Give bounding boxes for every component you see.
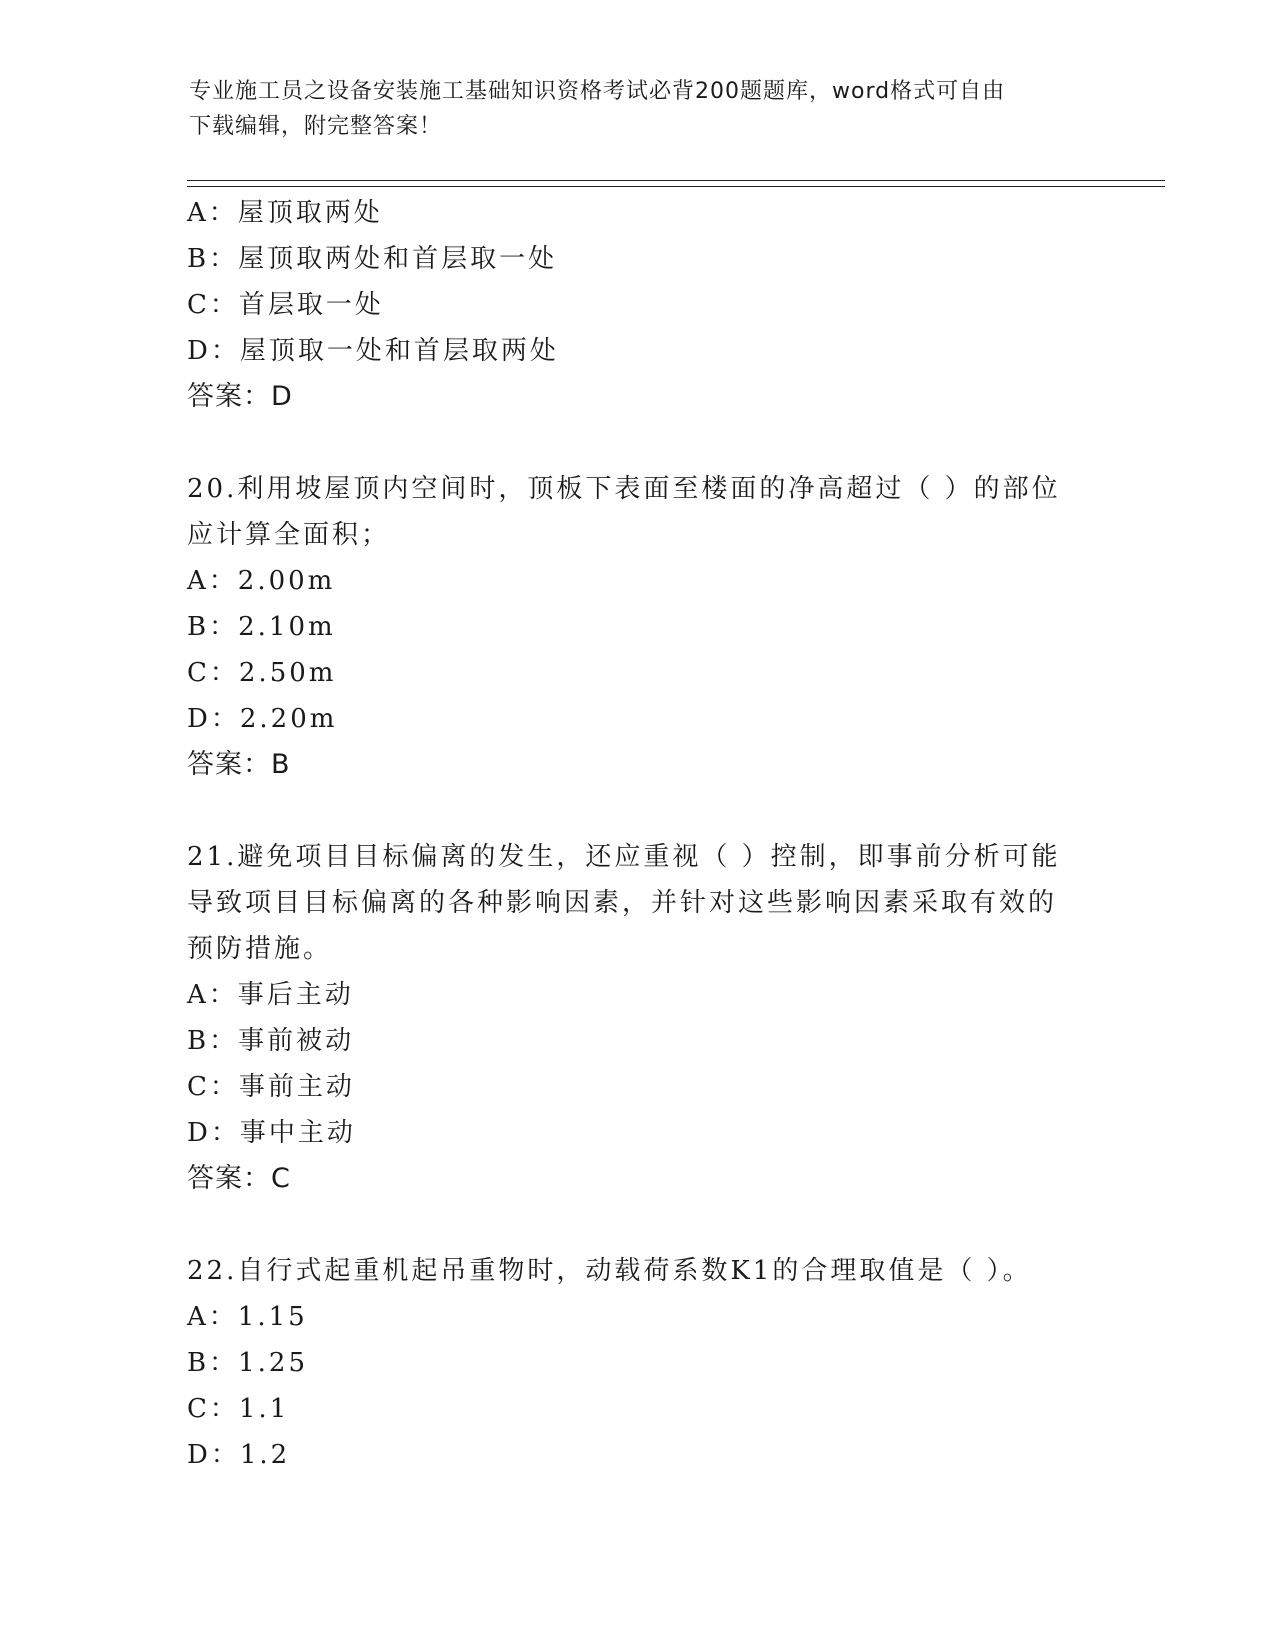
answer-line: 答案：D (187, 381, 293, 412)
option-a: A：2.00m (187, 566, 336, 596)
option-c: C：2.50m (187, 658, 337, 688)
question-stem-line: 导致项目目标偏离的各种影响因素，并针对这些影响因素采取有效的 (187, 888, 1058, 918)
option-a: A：屋顶取两处 (187, 198, 383, 228)
question-19 (187, 190, 1087, 420)
question-stem-line: 22.自行式起重机起吊重物时，动载荷系数K1的合理取值是（ ）。 (187, 1256, 1032, 1286)
question-stem-line: 应计算全面积； (187, 520, 391, 550)
option-c: C：1.1 (187, 1394, 290, 1424)
header-divider-top (187, 180, 1165, 181)
question-21 (187, 834, 1087, 1202)
option-b: B：1.25 (187, 1348, 308, 1378)
answer-line: 答案：B (187, 749, 291, 780)
option-d: D：事中主动 (187, 1118, 356, 1148)
option-c: C：首层取一处 (187, 290, 384, 320)
option-d: D：2.20m (187, 704, 338, 734)
option-c: C：事前主动 (187, 1072, 355, 1102)
question-stem-line: 20.利用坡屋顶内空间时，顶板下表面至楼面的净高超过（ ）的部位 (187, 474, 1061, 504)
answer-line: 答案：C (187, 1163, 291, 1194)
option-d: D：1.2 (187, 1440, 291, 1470)
option-b: B：2.10m (187, 612, 336, 642)
option-b: B：屋顶取两处和首层取一处 (187, 244, 558, 274)
header-line-1: 专业施工员之设备安装施工基础知识资格考试必背200题题库，word格式可自由 (189, 79, 1006, 104)
option-a: A：1.15 (187, 1302, 308, 1332)
question-20 (187, 466, 1087, 788)
header-divider-bottom (187, 186, 1165, 187)
question-stem-line: 预防措施。 (187, 934, 333, 964)
question-stem-line: 21.避免项目目标偏离的发生，还应重视（ ）控制，即事前分析可能 (187, 842, 1061, 872)
question-22 (187, 1248, 1087, 1478)
spacer (187, 420, 1087, 466)
spacer (187, 1202, 1087, 1248)
option-d: D：屋顶取一处和首层取两处 (187, 336, 559, 366)
spacer (187, 788, 1087, 834)
option-a: A：事后主动 (187, 980, 354, 1010)
question-list (187, 190, 1087, 1478)
option-b: B：事前被动 (187, 1026, 355, 1056)
header-line-2: 下载编辑，附完整答案！ (189, 114, 443, 139)
document-header (189, 74, 1089, 144)
